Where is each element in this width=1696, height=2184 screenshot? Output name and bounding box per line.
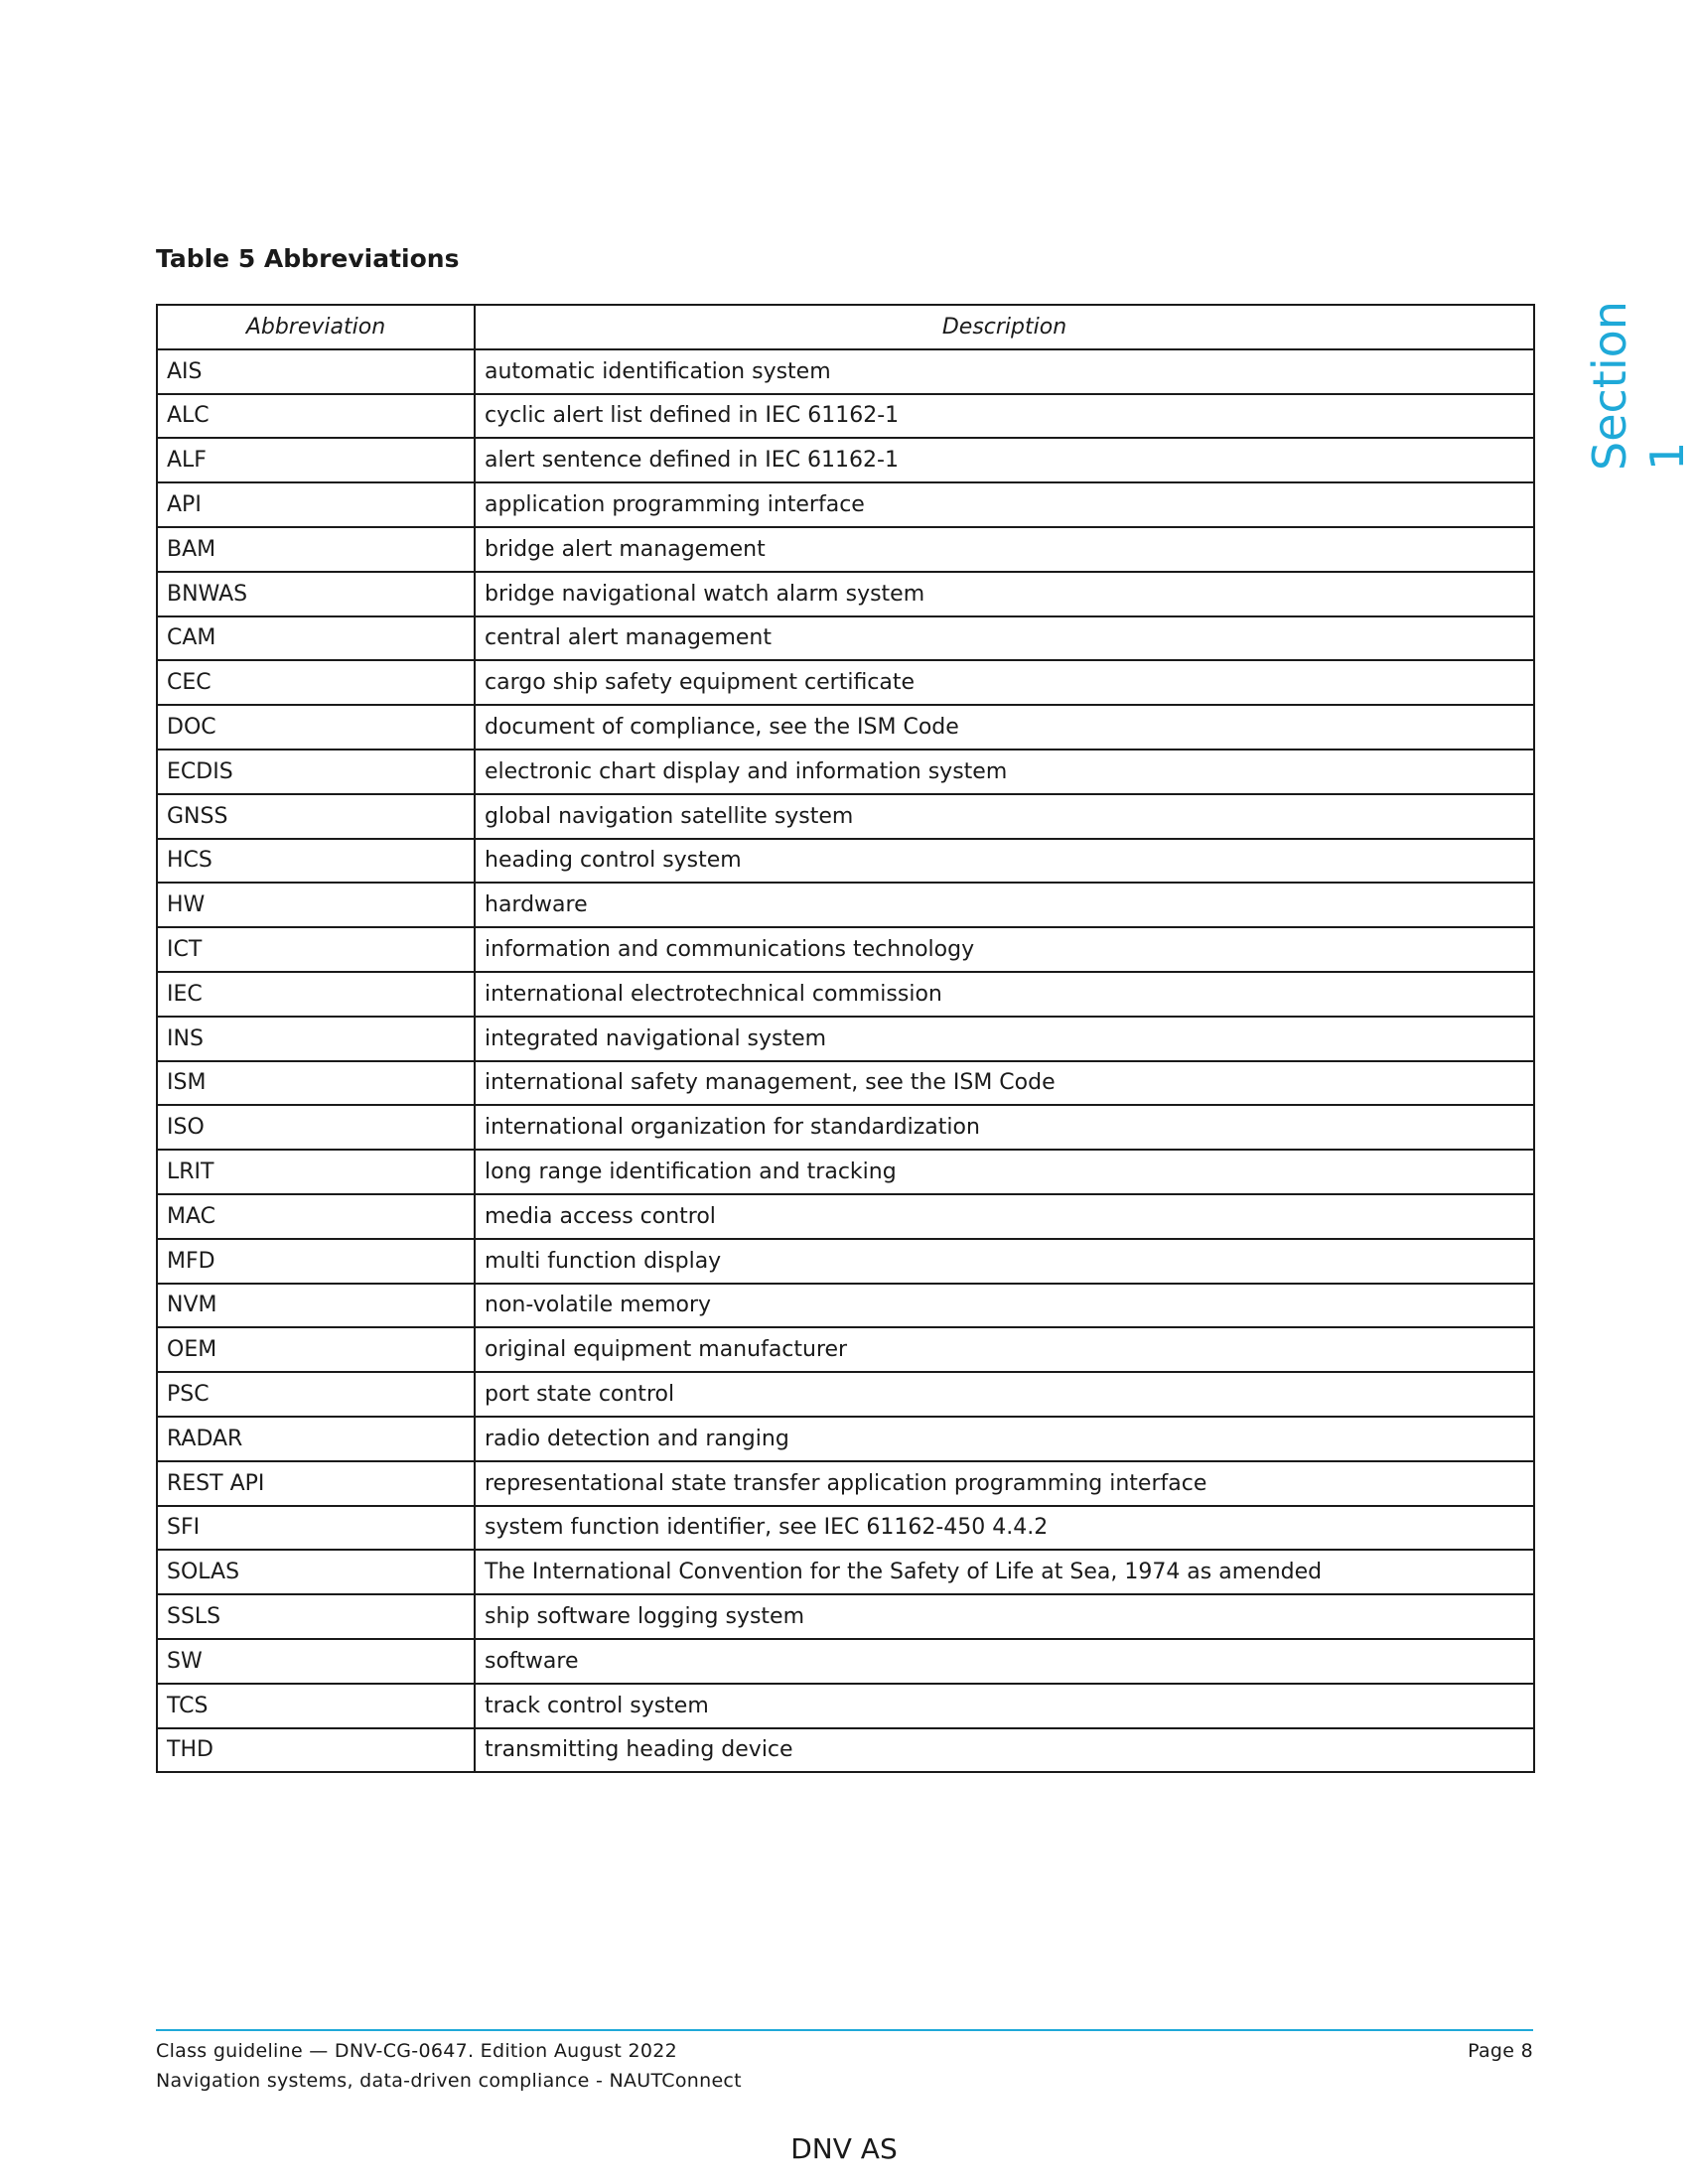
table-row [157, 1684, 1534, 1728]
abbreviation-cell: MFD [157, 1239, 475, 1284]
table-row [157, 1150, 1534, 1194]
column-header-abbreviation: Abbreviation [157, 305, 475, 349]
description-cell: hardware [475, 883, 1534, 927]
table-row [157, 1061, 1534, 1106]
table-row [157, 1461, 1534, 1506]
abbreviation-cell: INS [157, 1017, 475, 1061]
description-cell: heading control system [475, 839, 1534, 884]
abbreviation-cell: MAC [157, 1194, 475, 1239]
description-cell: global navigation satellite system [475, 794, 1534, 839]
description-cell: bridge alert management [475, 527, 1534, 572]
table-row [157, 1017, 1534, 1061]
description-cell: representational state transfer application programming interface [475, 1461, 1534, 1506]
company-name: DNV AS [790, 2132, 898, 2165]
table-row [157, 482, 1534, 527]
table-row [157, 438, 1534, 482]
table-row [157, 660, 1534, 705]
description-cell: integrated navigational system [475, 1017, 1534, 1061]
footer-divider [156, 2029, 1533, 2031]
abbreviation-cell: DOC [157, 705, 475, 750]
table-row [157, 927, 1534, 972]
description-cell: transmitting heading device [475, 1728, 1534, 1773]
description-cell: automatic identification system [475, 349, 1534, 394]
abbreviation-cell: LRIT [157, 1150, 475, 1194]
description-cell: original equipment manufacturer [475, 1327, 1534, 1372]
abbreviation-cell: IEC [157, 972, 475, 1017]
description-cell: long range identification and tracking [475, 1150, 1534, 1194]
description-cell: non-volatile memory [475, 1284, 1534, 1328]
description-cell: central alert management [475, 616, 1534, 661]
table-row [157, 394, 1534, 439]
table-row [157, 1417, 1534, 1461]
description-cell: multi function display [475, 1239, 1534, 1284]
abbreviation-cell: AIS [157, 349, 475, 394]
table-header-row [157, 305, 1534, 349]
table-row [157, 1728, 1534, 1773]
description-cell: cyclic alert list defined in IEC 61162-1 [475, 394, 1534, 439]
abbreviation-cell: ALC [157, 394, 475, 439]
description-cell: software [475, 1639, 1534, 1684]
abbreviation-cell: PSC [157, 1372, 475, 1417]
description-cell: document of compliance, see the ISM Code [475, 705, 1534, 750]
description-cell: bridge navigational watch alarm system [475, 572, 1534, 616]
abbreviation-cell: ALF [157, 438, 475, 482]
table-row [157, 1239, 1534, 1284]
table-row [157, 1594, 1534, 1639]
description-cell: alert sentence defined in IEC 61162-1 [475, 438, 1534, 482]
abbreviation-cell: RADAR [157, 1417, 475, 1461]
abbreviation-cell: CAM [157, 616, 475, 661]
table-row [157, 1194, 1534, 1239]
description-cell: application programming interface [475, 482, 1534, 527]
abbreviation-cell: SW [157, 1639, 475, 1684]
table-row [157, 1327, 1534, 1372]
abbreviation-cell: TCS [157, 1684, 475, 1728]
description-cell: ship software logging system [475, 1594, 1534, 1639]
abbreviation-cell: ICT [157, 927, 475, 972]
footer-guideline: Class guideline — DNV-CG-0647. Edition August 2022 [156, 2040, 678, 2062]
description-cell: information and communications technology [475, 927, 1534, 972]
abbreviation-cell: REST API [157, 1461, 475, 1506]
abbreviation-cell: ISO [157, 1105, 475, 1150]
table-row [157, 1372, 1534, 1417]
abbreviation-cell: API [157, 482, 475, 527]
section-label: Section 1 [1583, 301, 1694, 471]
abbreviation-cell: ECDIS [157, 750, 475, 794]
abbreviation-cell: HW [157, 883, 475, 927]
description-cell: radio detection and ranging [475, 1417, 1534, 1461]
table-row [157, 349, 1534, 394]
abbreviation-cell: NVM [157, 1284, 475, 1328]
abbreviation-cell: BNWAS [157, 572, 475, 616]
description-cell: port state control [475, 1372, 1534, 1417]
abbreviations-table [156, 304, 1535, 1773]
footer-subtitle: Navigation systems, data-driven compliance - NAUTConnect [156, 2070, 742, 2092]
description-cell: track control system [475, 1684, 1534, 1728]
abbreviation-cell: BAM [157, 527, 475, 572]
description-cell: system function identifier, see IEC 61162-450 4.4.2 [475, 1506, 1534, 1551]
description-cell: The International Convention for the Safety of Life at Sea, 1974 as amended [475, 1550, 1534, 1594]
description-cell: international electrotechnical commission [475, 972, 1534, 1017]
table-row [157, 572, 1534, 616]
description-cell: international safety management, see the ISM Code [475, 1061, 1534, 1106]
abbreviation-cell: CEC [157, 660, 475, 705]
abbreviation-cell: ISM [157, 1061, 475, 1106]
table-row [157, 705, 1534, 750]
table-body [157, 349, 1534, 1773]
abbreviation-cell: THD [157, 1728, 475, 1773]
page-number: Page 8 [1468, 2040, 1533, 2062]
table-row [157, 1639, 1534, 1684]
table-row [157, 527, 1534, 572]
table-row [157, 972, 1534, 1017]
table-title: Table 5 Abbreviations [156, 244, 460, 273]
abbreviation-cell: SFI [157, 1506, 475, 1551]
description-cell: media access control [475, 1194, 1534, 1239]
table-row [157, 750, 1534, 794]
abbreviation-cell: HCS [157, 839, 475, 884]
abbreviation-cell: OEM [157, 1327, 475, 1372]
description-cell: cargo ship safety equipment certificate [475, 660, 1534, 705]
abbreviation-cell: GNSS [157, 794, 475, 839]
table-row [157, 616, 1534, 661]
table-row [157, 1284, 1534, 1328]
description-cell: electronic chart display and information system [475, 750, 1534, 794]
abbreviation-cell: SSLS [157, 1594, 475, 1639]
abbreviation-cell: SOLAS [157, 1550, 475, 1594]
table-row [157, 794, 1534, 839]
column-header-description: Description [475, 305, 1534, 349]
table-row [157, 1550, 1534, 1594]
table-row [157, 883, 1534, 927]
description-cell: international organization for standardization [475, 1105, 1534, 1150]
table-row [157, 839, 1534, 884]
table-row [157, 1506, 1534, 1551]
table-row [157, 1105, 1534, 1150]
